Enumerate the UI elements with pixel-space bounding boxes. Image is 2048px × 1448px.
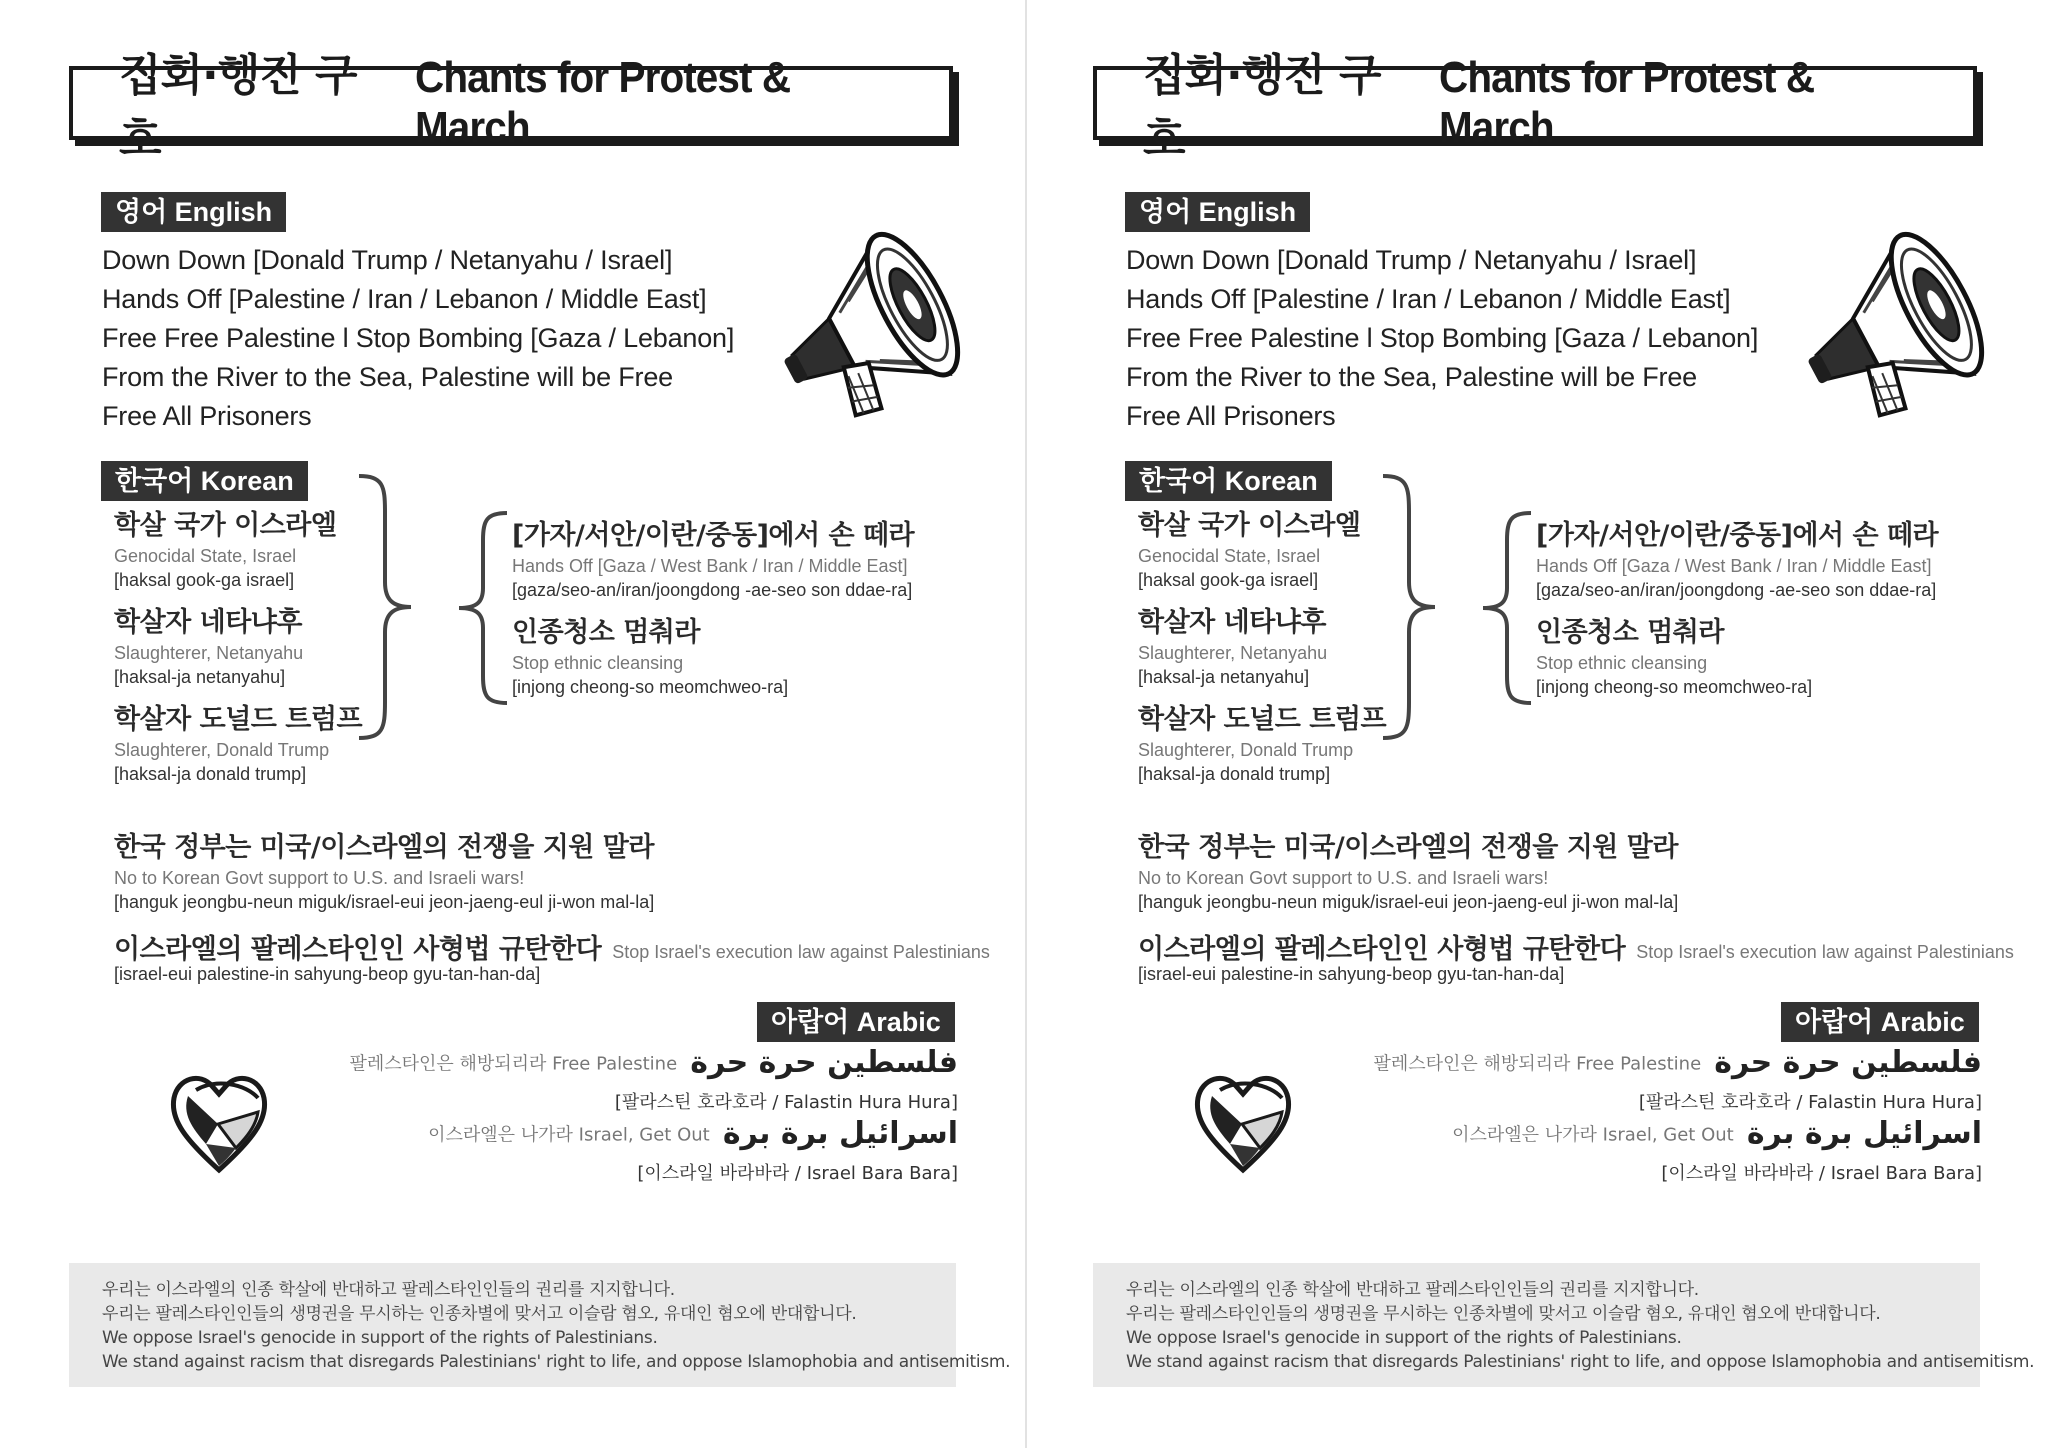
- english-chant: Down Down [Donald Trump / Netanyahu / Israel]: [1126, 245, 1697, 275]
- korean-law-chant: [1138, 927, 2014, 966]
- korean-chant-romanization: [haksal gook-ga israel]: [114, 570, 295, 590]
- arabic-chant: [349, 1045, 958, 1080]
- arabic-chant-translation: 이스라엘은 나가라 Israel, Get Out: [428, 1124, 710, 1146]
- korean-chant: [114, 702, 362, 786]
- arabic-chant-text: اسرائيل برة برة: [1746, 1116, 1982, 1151]
- korean-chant-text: 학살자 도널드 트럼프: [1138, 704, 1387, 735]
- palestine-heart-icon: [166, 1068, 272, 1178]
- korean-chant-translation: Genocidal State, Israel: [114, 546, 297, 566]
- footer-line: 우리는 이스라엘의 인종 학살에 반대하고 팔레스타인인들의 권리를 지지합니다.: [1126, 1280, 1699, 1300]
- korean-chant: [1138, 605, 1327, 689]
- korean-chant-text: 학살자 네타냐후: [1138, 607, 1326, 638]
- korean-chant-romanization: [haksal-ja donald trump]: [114, 764, 307, 784]
- korean-section-label: 한국어 Korean: [101, 461, 308, 501]
- korean-chant: [1138, 508, 1360, 592]
- korean-chant-text: 인종청소 멈춰라: [512, 617, 700, 648]
- korean-chant-romanization: [gaza/seo-an/iran/joongdong -ae-seo son ddae-ra]: [1536, 580, 1937, 600]
- korean-chant-translation: Stop ethnic cleansing: [512, 653, 684, 673]
- title-korean: 집회·행진 구호: [119, 50, 357, 165]
- megaphone-icon: [765, 222, 965, 437]
- korean-chant-text: [가자/서안/이란/중동]에서 손 떼라: [1536, 520, 1939, 551]
- footer-line: We stand against racism that disregards Palestinians' right to life, and oppose Islamophobia and antisemitism.: [1126, 1352, 2035, 1372]
- footer-line: 우리는 이스라엘의 인종 학살에 반대하고 팔레스타인인들의 권리를 지지합니다.: [102, 1280, 675, 1300]
- korean-chant-translation: Slaughterer, Donald Trump: [1138, 740, 1354, 760]
- korean-chant-romanization: [israel-eui palestine-in sahyung-beop gyu-tan-han-da]: [1138, 964, 1565, 984]
- footer-statement: [1093, 1263, 2035, 1387]
- english-chant: From the River to the Sea, Palestine will be Free: [1126, 362, 1697, 392]
- arabic-section-label: 아랍어 Arabic: [757, 1002, 955, 1042]
- english-chant: Free Free Palestine l Stop Bombing [Gaza / Lebanon]: [102, 323, 735, 353]
- arabic-chant-romanization: [이스라일 바라바라 / Israel Bara Bara]: [1661, 1163, 1982, 1184]
- korean-chant-translation: No to Korean Govt support to U.S. and Israeli wars!: [1138, 868, 1549, 888]
- arabic-chant-romanization: [이스라일 바라바라 / Israel Bara Bara]: [637, 1163, 958, 1184]
- korean-chant-text: 한국 정부는 미국/이스라엘의 전쟁을 지원 말라: [1138, 832, 1678, 863]
- arabic-chant-romanization: [팔라스틴 호라호라 / Falastin Hura Hura]: [614, 1092, 958, 1113]
- arabic-chant-translation: 팔레스타인은 해방되리라 Free Palestine: [349, 1053, 678, 1075]
- korean-chant-romanization: [haksal gook-ga israel]: [1138, 570, 1319, 590]
- english-chant-list: [1126, 241, 1758, 436]
- english-chant-list: [102, 241, 734, 436]
- korean-chant-romanization: [haksal-ja donald trump]: [1138, 764, 1331, 784]
- korean-chant: [114, 605, 303, 689]
- korean-chant-translation: Hands Off [Gaza / West Bank / Iran / Middle East]: [1536, 556, 1932, 576]
- arabic-section-label: 아랍어 Arabic: [1781, 1002, 1979, 1042]
- korean-section-label: 한국어 Korean: [1125, 461, 1332, 501]
- arabic-chant-translation: 팔레스타인은 해방되리라 Free Palestine: [1373, 1053, 1702, 1075]
- korean-chant-translation: Slaughterer, Netanyahu: [114, 643, 304, 663]
- korean-chant-romanization: [israel-eui palestine-in sahyung-beop gyu-tan-han-da]: [114, 964, 541, 984]
- korean-chant-translation: Slaughterer, Donald Trump: [114, 740, 330, 760]
- palestine-heart-icon: [1190, 1068, 1296, 1178]
- arabic-chant-text: فلسطين حرة حرة: [690, 1045, 958, 1080]
- arabic-chant-text: اسرائيل برة برة: [722, 1116, 958, 1151]
- footer-line: We oppose Israel's genocide in support of the rights of Palestinians.: [102, 1328, 658, 1348]
- footer-line: 우리는 팔레스타인인들의 생명권을 무시하는 인종차별에 맞서고 이슬람 혐오, 유대인 혐오에 반대합니다.: [1126, 1304, 1881, 1324]
- korean-chant-translation: Hands Off [Gaza / West Bank / Iran / Middle East]: [512, 556, 908, 576]
- english-chant: Down Down [Donald Trump / Netanyahu / Israel]: [102, 245, 673, 275]
- korean-law-chant: [114, 927, 990, 966]
- korean-chant-text: 학살자 네타냐후: [114, 607, 302, 638]
- korean-chant: [512, 518, 914, 602]
- korean-law-romanization: [1138, 962, 1564, 986]
- left-brace-icon: [455, 510, 511, 706]
- korean-chant-romanization: [haksal-ja netanyahu]: [114, 667, 286, 687]
- title-korean: 집회·행진 구호: [1143, 50, 1381, 165]
- korean-chant: [114, 508, 336, 592]
- korean-chant-text: 학살 국가 이스라엘: [114, 510, 337, 541]
- flyer-page-right: [1024, 0, 2048, 1448]
- korean-chant-romanization: [injong cheong-so meomchweo-ra]: [1536, 677, 1813, 697]
- korean-chant-translation: Genocidal State, Israel: [1138, 546, 1321, 566]
- korean-chant-translation: No to Korean Govt support to U.S. and Israeli wars!: [114, 868, 525, 888]
- arabic-chant: [1373, 1045, 1982, 1080]
- korean-chant: [1138, 702, 1386, 786]
- footer-line: We stand against racism that disregards Palestinians' right to life, and oppose Islamophobia and antisemitism.: [102, 1352, 1011, 1372]
- arabic-chant-text: فلسطين حرة حرة: [1714, 1045, 1982, 1080]
- korean-chant-text: 이스라엘의 팔레스타인인 사형법 규탄한다: [114, 934, 602, 965]
- korean-chant-romanization: [gaza/seo-an/iran/joongdong -ae-seo son ddae-ra]: [512, 580, 913, 600]
- korean-chant-translation: Stop Israel's execution law against Palestinians: [1636, 942, 2014, 962]
- footer-line: We oppose Israel's genocide in support of the rights of Palestinians.: [1126, 1328, 1682, 1348]
- korean-chant-text: 학살자 도널드 트럼프: [114, 704, 363, 735]
- korean-chant-romanization: [haksal-ja netanyahu]: [1138, 667, 1310, 687]
- korean-chant-translation: Stop ethnic cleansing: [1536, 653, 1708, 673]
- korean-govt-chant: [114, 830, 654, 914]
- korean-chant-romanization: [hanguk jeongbu-neun miguk/israel-eui jeon-jaeng-eul ji-won mal-la]: [114, 892, 655, 912]
- english-section-label: 영어 English: [1125, 192, 1310, 232]
- footer-statement: [69, 1263, 1011, 1387]
- arabic-chant-romanization: [팔라스틴 호라호라 / Falastin Hura Hura]: [1638, 1092, 1982, 1113]
- korean-chant-romanization: [injong cheong-so meomchweo-ra]: [512, 677, 789, 697]
- korean-chant: [1536, 615, 1812, 699]
- arabic-chant-translation: 이스라엘은 나가라 Israel, Get Out: [1452, 1124, 1734, 1146]
- footer-line: 우리는 팔레스타인인들의 생명권을 무시하는 인종차별에 맞서고 이슬람 혐오, 유대인 혐오에 반대합니다.: [102, 1304, 857, 1324]
- korean-chant-translation: Slaughterer, Netanyahu: [1138, 643, 1328, 663]
- megaphone-icon: [1789, 222, 1989, 437]
- english-chant: Free All Prisoners: [102, 401, 312, 431]
- korean-chant-text: [가자/서안/이란/중동]에서 손 떼라: [512, 520, 915, 551]
- right-brace-icon: [355, 472, 417, 742]
- korean-chant-text: 한국 정부는 미국/이스라엘의 전쟁을 지원 말라: [114, 832, 654, 863]
- korean-law-romanization: [114, 962, 540, 986]
- english-chant: From the River to the Sea, Palestine will be Free: [102, 362, 673, 392]
- korean-chant-romanization: [hanguk jeongbu-neun miguk/israel-eui jeon-jaeng-eul ji-won mal-la]: [1138, 892, 1679, 912]
- korean-chant: [1536, 518, 1938, 602]
- english-section-label: 영어 English: [101, 192, 286, 232]
- english-chant: Hands Off [Palestine / Iran / Lebanon / Middle East]: [1126, 284, 1731, 314]
- english-chant: Hands Off [Palestine / Iran / Lebanon / Middle East]: [102, 284, 707, 314]
- korean-govt-chant: [1138, 830, 1678, 914]
- korean-chant-text: 이스라엘의 팔레스타인인 사형법 규탄한다: [1138, 934, 1626, 965]
- title-english: Chants for Protest & March: [1439, 53, 1815, 152]
- korean-chant-text: 인종청소 멈춰라: [1536, 617, 1724, 648]
- right-brace-icon: [1379, 472, 1441, 742]
- korean-chant: [512, 615, 788, 699]
- korean-chant-text: 학살 국가 이스라엘: [1138, 510, 1361, 541]
- title-box: [1093, 50, 1977, 165]
- korean-chant-translation: Stop Israel's execution law against Palestinians: [612, 942, 990, 962]
- arabic-chant: [428, 1116, 958, 1151]
- left-brace-icon: [1479, 510, 1535, 706]
- english-chant: Free Free Palestine l Stop Bombing [Gaza / Lebanon]: [1126, 323, 1759, 353]
- title-box: [69, 50, 953, 165]
- arabic-chant: [1452, 1116, 1982, 1151]
- english-chant: Free All Prisoners: [1126, 401, 1336, 431]
- title-english: Chants for Protest & March: [415, 53, 791, 152]
